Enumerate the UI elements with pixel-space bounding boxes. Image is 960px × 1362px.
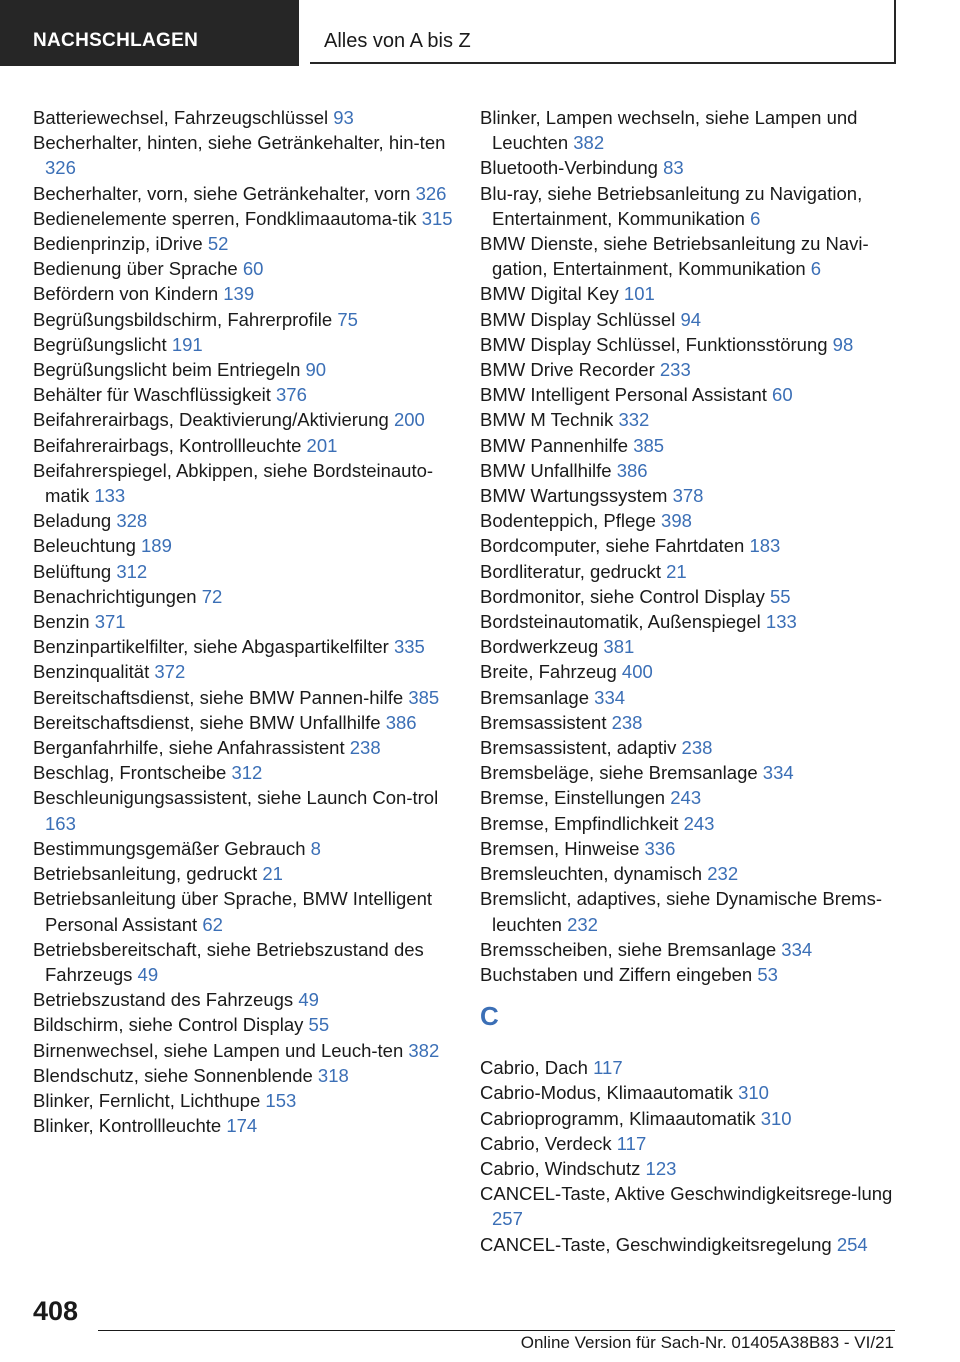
index-term: Beschleunigungsassistent, siehe Launch Con‐trol	[33, 787, 439, 809]
page-reference-link[interactable]: 318	[317, 1064, 349, 1086]
page-reference-link[interactable]: 200	[393, 409, 425, 431]
index-entry	[480, 962, 900, 987]
page-header	[0, 0, 960, 66]
index-entry	[33, 1063, 453, 1088]
index-term: Bodenteppich, Pflege	[480, 510, 656, 532]
page-reference-link[interactable]: 398	[661, 510, 692, 532]
index-term: Bordmonitor, siehe Control Display	[480, 585, 765, 607]
index-entry	[33, 1038, 453, 1063]
index-entry	[480, 1156, 900, 1181]
page-reference-link[interactable]: 310	[760, 1107, 792, 1129]
index-entry	[480, 155, 900, 180]
index-term: Bremsassistent, adaptiv	[480, 737, 677, 759]
index-entry	[480, 1055, 900, 1080]
page-reference-link[interactable]: 310	[738, 1082, 769, 1104]
index-entry	[33, 407, 453, 432]
page-reference-link[interactable]: 98	[832, 333, 854, 355]
index-term: Bremsanlage	[480, 686, 590, 708]
index-entry	[33, 735, 453, 760]
page-number: 408	[33, 1296, 79, 1326]
index-entry	[33, 685, 453, 710]
page-reference-link[interactable]: 238	[681, 737, 713, 759]
page-reference-link[interactable]: 163	[45, 812, 76, 834]
index-term: BMW Unfallhilfe	[480, 459, 612, 481]
index-entry	[33, 634, 453, 659]
page-reference-link[interactable]: 312	[116, 560, 148, 582]
page-reference-link[interactable]: 117	[616, 1132, 647, 1154]
letter-heading-c: C	[480, 1001, 499, 1032]
index-term: Cabrio, Dach	[480, 1057, 588, 1079]
index-term: Bildschirm, siehe Control Display	[33, 1014, 304, 1036]
index-term: Bremslicht, adaptives, siehe Dynamische Brems‐leuchten	[480, 888, 883, 935]
index-term: Beschlag, Frontscheibe	[33, 762, 227, 784]
index-term: Belüftung	[33, 560, 112, 582]
page-reference-link[interactable]: 83	[663, 157, 684, 179]
index-term: Cabrioprogramm, Klimaautomatik	[480, 1107, 756, 1129]
index-term: Blinker, Fernlicht, Lichthupe	[33, 1089, 261, 1111]
page-reference-link[interactable]: 117	[593, 1057, 623, 1079]
page-reference-link[interactable]: 243	[683, 812, 715, 834]
index-entry	[480, 937, 900, 962]
index-term: Beifahrerairbags, Kontrollleuchte	[33, 434, 302, 456]
section-tab: NACHSCHLAGEN	[0, 0, 299, 66]
page-reference-link[interactable]: 385	[633, 434, 665, 456]
index-term: Bedienprinzip, iDrive	[33, 233, 203, 255]
index-entry	[480, 533, 900, 558]
index-entry	[33, 357, 453, 382]
page-reference-link[interactable]: 139	[223, 283, 255, 305]
index-term: Bedienelemente sperren, Fondklimaautoma‐tik	[33, 207, 417, 229]
index-entry	[33, 533, 453, 558]
index-term: BMW Wartungssystem	[480, 485, 668, 507]
index-entry	[33, 760, 453, 785]
page-reference-link[interactable]: 312	[231, 762, 263, 784]
index-term: BMW Pannenhilfe	[480, 434, 629, 456]
index-entry	[33, 1088, 453, 1113]
index-entry	[33, 937, 453, 987]
page-reference-link[interactable]: 315	[421, 207, 453, 229]
index-term: Blu-ray, siehe Betriebsanleitung zu Navigation, Entertainment, Kommunikation	[480, 182, 863, 229]
index-entry	[480, 508, 900, 533]
index-entry	[33, 433, 453, 458]
index-entry	[480, 433, 900, 458]
page-reference-link[interactable]: 21	[666, 560, 687, 582]
page-reference-link[interactable]: 60	[772, 384, 793, 406]
index-entry	[33, 181, 453, 206]
page-reference-link[interactable]: 376	[276, 384, 307, 406]
index-term: Bluetooth-Verbindung	[480, 157, 658, 179]
page-reference-link[interactable]: 52	[207, 233, 229, 255]
page-reference-link[interactable]: 49	[137, 963, 159, 985]
page-reference-link[interactable]: 382	[573, 132, 605, 154]
page-reference-link[interactable]: 238	[611, 711, 643, 733]
page-reference-link[interactable]: 153	[265, 1089, 297, 1111]
index-entry	[480, 634, 900, 659]
page-reference-link[interactable]: 90	[305, 359, 327, 381]
page-reference-link[interactable]: 386	[385, 711, 417, 733]
index-term: Blendschutz, siehe Sonnenblende	[33, 1064, 313, 1086]
index-entry	[480, 836, 900, 861]
index-term: Bereitschaftsdienst, siehe BMW Pannen‐hilfe	[33, 686, 404, 708]
index-column-left	[33, 105, 453, 1138]
chapter-tab: Alles von A bis Z	[310, 0, 896, 64]
index-term: Bremsen, Hinweise	[480, 837, 640, 859]
index-term: Bremsbeläge, siehe Bremsanlage	[480, 762, 758, 784]
page-reference-link[interactable]: 94	[680, 308, 702, 330]
page-reference-link[interactable]: 232	[567, 913, 598, 935]
index-entry	[33, 785, 453, 835]
index-entry	[480, 458, 900, 483]
index-term: Cabrio, Verdeck	[480, 1132, 612, 1154]
page-reference-link[interactable]: 326	[415, 182, 447, 204]
page-reference-link[interactable]: 55	[769, 585, 791, 607]
index-column-right	[480, 105, 900, 1257]
page-reference-link[interactable]: 72	[201, 585, 223, 607]
index-term: Betriebsanleitung, gedruckt	[33, 863, 258, 885]
index-term: BMW M Technik	[480, 409, 614, 431]
page-reference-link[interactable]: 334	[594, 686, 626, 708]
index-term: Bremsassistent	[480, 711, 607, 733]
page-reference-link[interactable]: 335	[393, 636, 425, 658]
index-entry	[33, 836, 453, 861]
index-entry	[33, 609, 453, 634]
page-reference-link[interactable]: 334	[781, 938, 813, 960]
index-term: Bordcomputer, siehe Fahrtdaten	[480, 535, 745, 557]
index-term: Betriebsbereitschaft, siehe Betriebszustand des Fahrzeugs	[33, 938, 424, 985]
page-reference-link[interactable]: 62	[202, 913, 223, 935]
page-reference-link[interactable]: 328	[116, 510, 148, 532]
index-entry	[33, 382, 453, 407]
index-entry	[480, 332, 900, 357]
index-term: Bremsscheiben, siehe Bremsanlage	[480, 938, 777, 960]
index-entry	[480, 659, 900, 684]
page-reference-link[interactable]: 55	[308, 1014, 330, 1036]
index-term: Bremsleuchten, dynamisch	[480, 863, 703, 885]
page-reference-link[interactable]: 101	[623, 283, 655, 305]
index-term: Benachrichtigungen	[33, 585, 197, 607]
index-term: BMW Dienste, siehe Betriebsanleitung zu Navi‐gation, Entertainment, Kommunikation	[480, 233, 869, 280]
page-reference-link[interactable]: 6	[810, 258, 822, 280]
page-reference-link[interactable]: 372	[154, 661, 186, 683]
index-entry	[480, 1131, 900, 1156]
page-reference-link[interactable]: 60	[242, 258, 264, 280]
index-term: Begrüßungsbildschirm, Fahrerprofile	[33, 308, 333, 330]
page-reference-link[interactable]: 93	[333, 107, 354, 128]
index-entry	[33, 508, 453, 533]
online-version-note: Online Version für Sach-Nr. 01405A38B83 - VI/21	[520, 1333, 894, 1352]
index-entry	[33, 987, 453, 1012]
index-term: Bremse, Empfindlichkeit	[480, 812, 679, 834]
index-entry	[33, 584, 453, 609]
index-term: BMW Digital Key	[480, 283, 619, 305]
index-term: Becherhalter, hinten, siehe Getränkehalter, hin‐ten	[33, 132, 446, 154]
index-entry	[480, 307, 900, 332]
index-term: Betriebszustand des Fahrzeugs	[33, 989, 294, 1011]
index-term: Begrüßungslicht beim Entriegeln	[33, 359, 301, 381]
index-entry	[480, 105, 900, 155]
index-entry	[33, 332, 453, 357]
index-term: Beladung	[33, 510, 112, 532]
page-reference-link[interactable]: 6	[750, 207, 761, 229]
page-reference-link[interactable]: 232	[707, 863, 739, 885]
page-reference-link[interactable]: 233	[659, 359, 691, 381]
index-entry	[33, 307, 453, 332]
index-term: Blinker, Lampen wechseln, siehe Lampen und Leuchten	[480, 107, 858, 154]
index-entry	[33, 559, 453, 584]
index-term: Birnenwechsel, siehe Lampen und Leuch‐ten	[33, 1039, 404, 1061]
page-reference-link[interactable]: 49	[298, 989, 319, 1011]
index-entry	[480, 559, 900, 584]
page-reference-link[interactable]: 21	[262, 863, 283, 885]
page-reference-link[interactable]: 381	[603, 636, 635, 658]
index-entry	[480, 584, 900, 609]
page-reference-link[interactable]: 238	[349, 737, 381, 759]
index-entry	[33, 105, 453, 130]
index-term: Befördern von Kindern	[33, 283, 219, 305]
index-term: Bordsteinautomatik, Außenspiegel	[480, 611, 761, 633]
page-reference-link[interactable]: 400	[621, 661, 653, 683]
footer-divider	[98, 1330, 895, 1331]
index-term: Beifahrerairbags, Deaktivierung/Aktivierung	[33, 409, 389, 431]
page-reference-link[interactable]: 371	[94, 611, 126, 633]
index-term: BMW Intelligent Personal Assistant	[480, 384, 767, 406]
page-reference-link[interactable]: 183	[749, 535, 781, 557]
index-term: Benzinpartikelfilter, siehe Abgaspartikelfilter	[33, 636, 389, 658]
index-term: Behälter für Waschflüssigkeit	[33, 384, 271, 406]
page-reference-link[interactable]: 386	[616, 459, 648, 481]
index-entry	[480, 1080, 900, 1105]
index-term: Benzinqualität	[33, 661, 150, 683]
index-entry	[480, 1106, 900, 1131]
index-entry	[480, 710, 900, 735]
page-reference-link[interactable]: 133	[765, 611, 797, 633]
index-term: Buchstaben und Ziffern eingeben	[480, 963, 753, 985]
page-reference-link[interactable]: 326	[45, 157, 76, 179]
index-entry	[480, 357, 900, 382]
index-entry	[480, 382, 900, 407]
index-term: Bestimmungsgemäßer Gebrauch	[33, 837, 306, 859]
index-entry	[480, 281, 900, 306]
index-entry	[33, 1012, 453, 1037]
index-entry	[480, 735, 900, 760]
index-term: Bordwerkzeug	[480, 636, 599, 658]
index-entry	[33, 861, 453, 886]
index-entry	[33, 458, 453, 508]
index-entry	[480, 886, 900, 936]
page-reference-link[interactable]: 191	[171, 333, 203, 355]
index-entry	[480, 609, 900, 634]
page-reference-link[interactable]: 123	[645, 1157, 677, 1179]
index-entry	[33, 886, 453, 936]
index-term: Becherhalter, vorn, siehe Getränkehalter, vorn	[33, 182, 411, 204]
page-reference-link[interactable]: 53	[757, 963, 778, 985]
index-entry	[480, 760, 900, 785]
index-entry	[33, 130, 453, 180]
page-reference-link[interactable]: 334	[762, 762, 794, 784]
index-entry	[480, 1232, 900, 1257]
index-term: CANCEL-Taste, Geschwindigkeitsregelung	[480, 1233, 832, 1255]
index-entry	[480, 1181, 900, 1231]
index-term: Betriebsanleitung über Sprache, BMW Intelligent Personal Assistant	[33, 888, 432, 935]
page-reference-link[interactable]: 201	[306, 434, 338, 456]
page-reference-link[interactable]: 133	[94, 485, 126, 507]
index-entry	[480, 861, 900, 886]
page-reference-link[interactable]: 8	[310, 837, 321, 859]
page-reference-link[interactable]: 336	[644, 837, 676, 859]
index-term: Bereitschaftsdienst, siehe BMW Unfallhilfe	[33, 711, 381, 733]
index-entry	[33, 206, 453, 231]
page-reference-link[interactable]: 254	[836, 1233, 868, 1255]
page-reference-link[interactable]: 385	[408, 686, 440, 708]
index-term: Blinker, Kontrollleuchte	[33, 1115, 222, 1137]
index-entry	[480, 407, 900, 432]
index-term: Batteriewechsel, Fahrzeugschlüssel	[33, 107, 329, 128]
index-list-b	[480, 105, 900, 987]
page-reference-link[interactable]: 243	[670, 787, 702, 809]
index-term: Breite, Fahrzeug	[480, 661, 617, 683]
index-term: BMW Display Schlüssel, Funktionsstörung	[480, 333, 828, 355]
index-entry	[480, 785, 900, 810]
page-reference-link[interactable]: 257	[492, 1208, 523, 1230]
index-entry	[480, 811, 900, 836]
index-term: Beleuchtung	[33, 535, 136, 557]
index-term: BMW Display Schlüssel	[480, 308, 676, 330]
index-list-c	[480, 1055, 900, 1257]
index-term: Cabrio-Modus, Klimaautomatik	[480, 1082, 733, 1104]
index-entry	[480, 231, 900, 281]
index-term: Bremse, Einstellungen	[480, 787, 666, 809]
index-term: BMW Drive Recorder	[480, 359, 655, 381]
index-entry	[33, 659, 453, 684]
page-reference-link[interactable]: 382	[408, 1039, 440, 1061]
index-term: Beifahrerspiegel, Abkippen, siehe Bordsteinauto‐matik	[33, 459, 434, 507]
page-reference-link[interactable]: 378	[672, 485, 704, 507]
page-reference-link[interactable]: 189	[141, 535, 172, 557]
index-entry	[480, 483, 900, 508]
index-term: Bedienung über Sprache	[33, 258, 238, 280]
page-reference-link[interactable]: 75	[337, 308, 358, 330]
index-term: Cabrio, Windschutz	[480, 1157, 641, 1179]
index-entry	[33, 1113, 453, 1138]
index-entry	[480, 181, 900, 231]
index-term: Begrüßungslicht	[33, 333, 167, 355]
index-entry	[480, 685, 900, 710]
index-term: Bordliteratur, gedruckt	[480, 560, 661, 582]
index-term: Berganfahrhilfe, siehe Anfahrassistent	[33, 737, 345, 759]
page-reference-link[interactable]: 332	[618, 409, 650, 431]
index-entry	[33, 256, 453, 281]
index-entry	[33, 231, 453, 256]
index-entry	[33, 281, 453, 306]
index-term: CANCEL-Taste, Aktive Geschwindigkeitsrege‐lung	[480, 1183, 893, 1205]
index-entry	[33, 710, 453, 735]
index-term: Benzin	[33, 611, 90, 633]
page-reference-link[interactable]: 174	[226, 1115, 258, 1137]
